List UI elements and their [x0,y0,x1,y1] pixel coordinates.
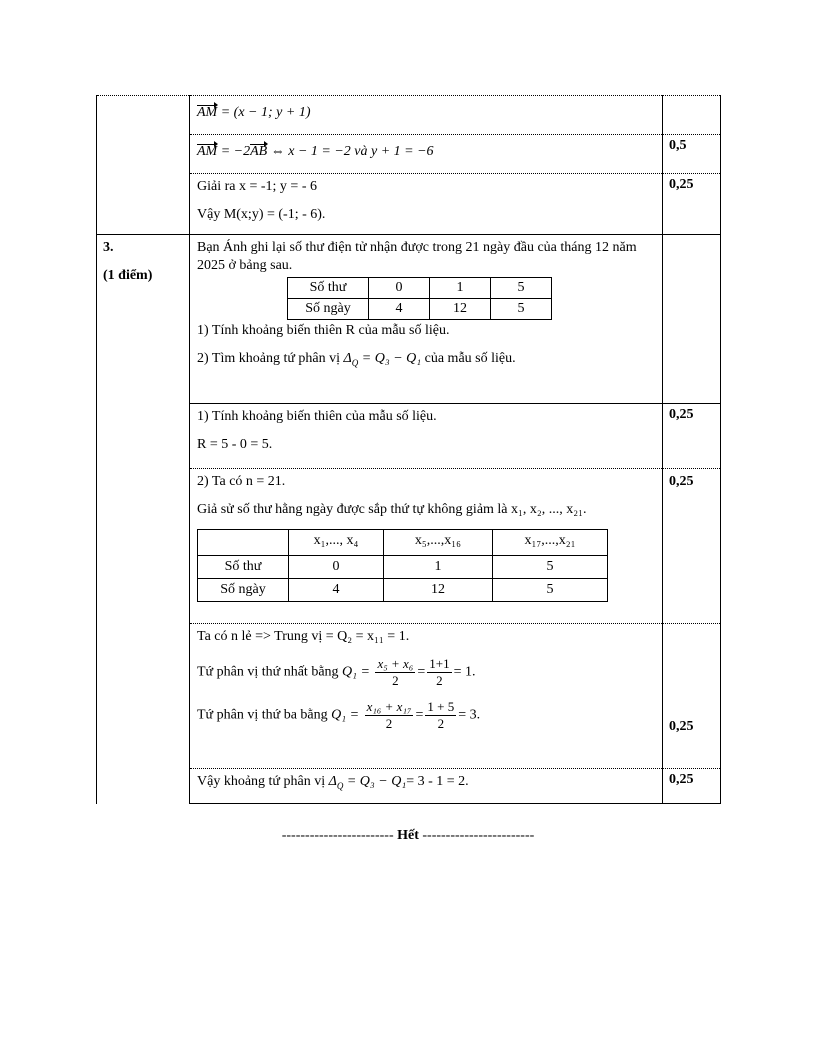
question-number: 3. [103,240,114,255]
end-label: Hết [397,828,419,843]
table-cell: 4 [369,299,430,320]
question-prompt-cell [190,235,663,404]
q3-lhs: Q₁ = [331,707,360,723]
row-answer-2 [97,469,721,624]
am-relation-rhs: ⇔ x − 1 = −2 và y + 1 = −6 [267,144,434,159]
table-cell: 5 [491,299,552,320]
q3-fraction-2: $\frac{1 + 5}{2}$ [427,699,455,731]
row-am-relation [97,135,721,174]
am-relation-cell [190,135,663,174]
q1-fraction-2: $\frac{1+1}{2}$ [429,656,450,688]
table-row-label: Số thư [288,278,369,299]
question-number-cell [97,235,190,804]
table-cell: 1 [430,278,491,299]
table-header: x₁₇,...,x₂₁ [493,530,608,556]
score-cell [663,404,721,469]
answer-table [96,95,721,804]
answer-1-line-1: 1) Tính khoảng biến thiên của mẫu số liệu. [197,409,437,424]
score-cell [663,135,721,174]
answer-4-cell [190,769,663,804]
answer-4-post: = 3 - 1 = 2. [406,774,469,789]
answer-2-line-2: Giả sử số thư hằng ngày được sắp thứ tự không giảm là x₁, x₂, ..., x₂₁. [197,502,587,517]
data-table [287,277,552,320]
vector-ab: AB [250,144,268,159]
table-corner [198,530,289,556]
table-cell: 5 [493,556,608,579]
score-cell [663,469,721,624]
q1-line: Tứ phân vị thứ nhất bằng Q₁ = $\frac{\text{x₅ + x₆}}{2}$ = $\frac{1+1}{2}$ = 1. [197,656,476,688]
q3-line: Tứ phân vị thứ ba bằng Q₁ = $\frac{\text{x₁₆ + x₁₇}}{2}$ = $\frac{1 + 5}{2}$ = 3. [197,699,481,731]
empty-question-cell [97,96,190,235]
score-value: 0,25 [669,772,694,787]
score-cell [663,174,721,235]
median-line: Ta có n lẻ => Trung vị = Q₂ = x₁₁ = 1. [197,629,410,644]
am-relation-mid: = −2 [217,144,251,159]
score-cell [663,624,721,769]
empty-score-cell [663,96,721,135]
answer-3-cell [190,624,663,769]
q3-result: = 3. [458,707,481,723]
task-2 [197,350,655,372]
table-cell: 1 [384,556,493,579]
table-row-label: Số thư [198,556,289,579]
am-equation-rhs: = (x − 1; y + 1) [220,105,311,120]
answer-4-delta-sub: Q [336,780,344,791]
question-points: (1 điểm) [103,268,153,283]
score-cell [663,769,721,804]
score-value: 0,25 [669,719,694,734]
table-cell: 12 [430,299,491,320]
q1-fraction-1: $\frac{\text{x₅ + x₆}}{2}$ [377,656,414,688]
task-2-delta-sub: Q [351,357,359,368]
task-2-formula: = Q₃ − Q₁ [358,351,422,366]
answer-4-formula: = Q₃ − Q₁ [343,774,407,789]
table-cell: 0 [289,556,384,579]
answer-1-line-2: R = 5 - 0 = 5. [197,437,273,452]
answer-2-cell [190,469,663,624]
q1-lhs: Q₁ = [342,664,370,680]
q1-result: = 1. [453,664,476,680]
question-prompt: Bạn Ánh ghi lại số thư điện tử nhận được trong 21 ngày đầu của tháng 12 năm 2025 ở bảng sau. [197,240,637,273]
table-cell: 5 [491,278,552,299]
task-2-post: của mẫu số liệu. [421,351,516,366]
score-value: 0,25 [669,407,694,422]
end-dashes-right: ------------------------ [418,828,535,843]
table-row-label: Số ngày [198,579,289,602]
task-2-pre: 2) Tìm khoảng tứ phân vị [197,351,344,366]
end-dashes-left: ------------------------ [281,828,398,843]
q1-pre: Tứ phân vị thứ nhất bằng [197,664,343,680]
table-header: x₅,...,x₁₆ [384,530,493,556]
table-header: x₁,..., x₄ [289,530,384,556]
task-2-delta: Δ [343,351,352,366]
table-cell: 5 [493,579,608,602]
score-value: 0,5 [669,138,687,153]
table-cell: 4 [289,579,384,602]
task-1: 1) Tính khoảng biến thiên R của mẫu số liệu. [197,323,450,338]
row-solve [97,174,721,235]
solve-line-1: Giải ra x = -1; y = - 6 [197,179,317,194]
row-answer-4 [97,769,721,804]
sorted-data-table [197,529,608,602]
score-value: 0,25 [669,474,694,489]
table-row-label: Số ngày [288,299,369,320]
row-answer-1 [97,404,721,469]
answer-2-line-1: 2) Ta có n = 21. [197,474,286,489]
vector-am-2: AM [197,144,218,159]
row-am-equation [97,96,721,135]
score-value: 0,25 [669,177,694,192]
table-cell: 0 [369,278,430,299]
answer-4-delta: Δ [328,774,337,789]
empty-score-cell [663,235,721,404]
answer-1-cell [190,404,663,469]
end-marker [0,828,816,844]
row-answer-3 [97,624,721,769]
am-equation-cell [190,96,663,135]
answer-4-pre: Vậy khoảng tứ phân vị [197,774,329,789]
solve-cell [190,174,663,235]
table-cell: 12 [384,579,493,602]
q3-pre: Tứ phân vị thứ ba bằng [197,707,332,723]
solve-line-2: Vậy M(x;y) = (-1; - 6). [197,207,326,222]
q3-fraction-1: $\frac{\text{x₁₆ + x₁₇}}{2}$ [366,699,412,731]
vector-am: AM [197,105,218,120]
row-question-3 [97,235,721,404]
